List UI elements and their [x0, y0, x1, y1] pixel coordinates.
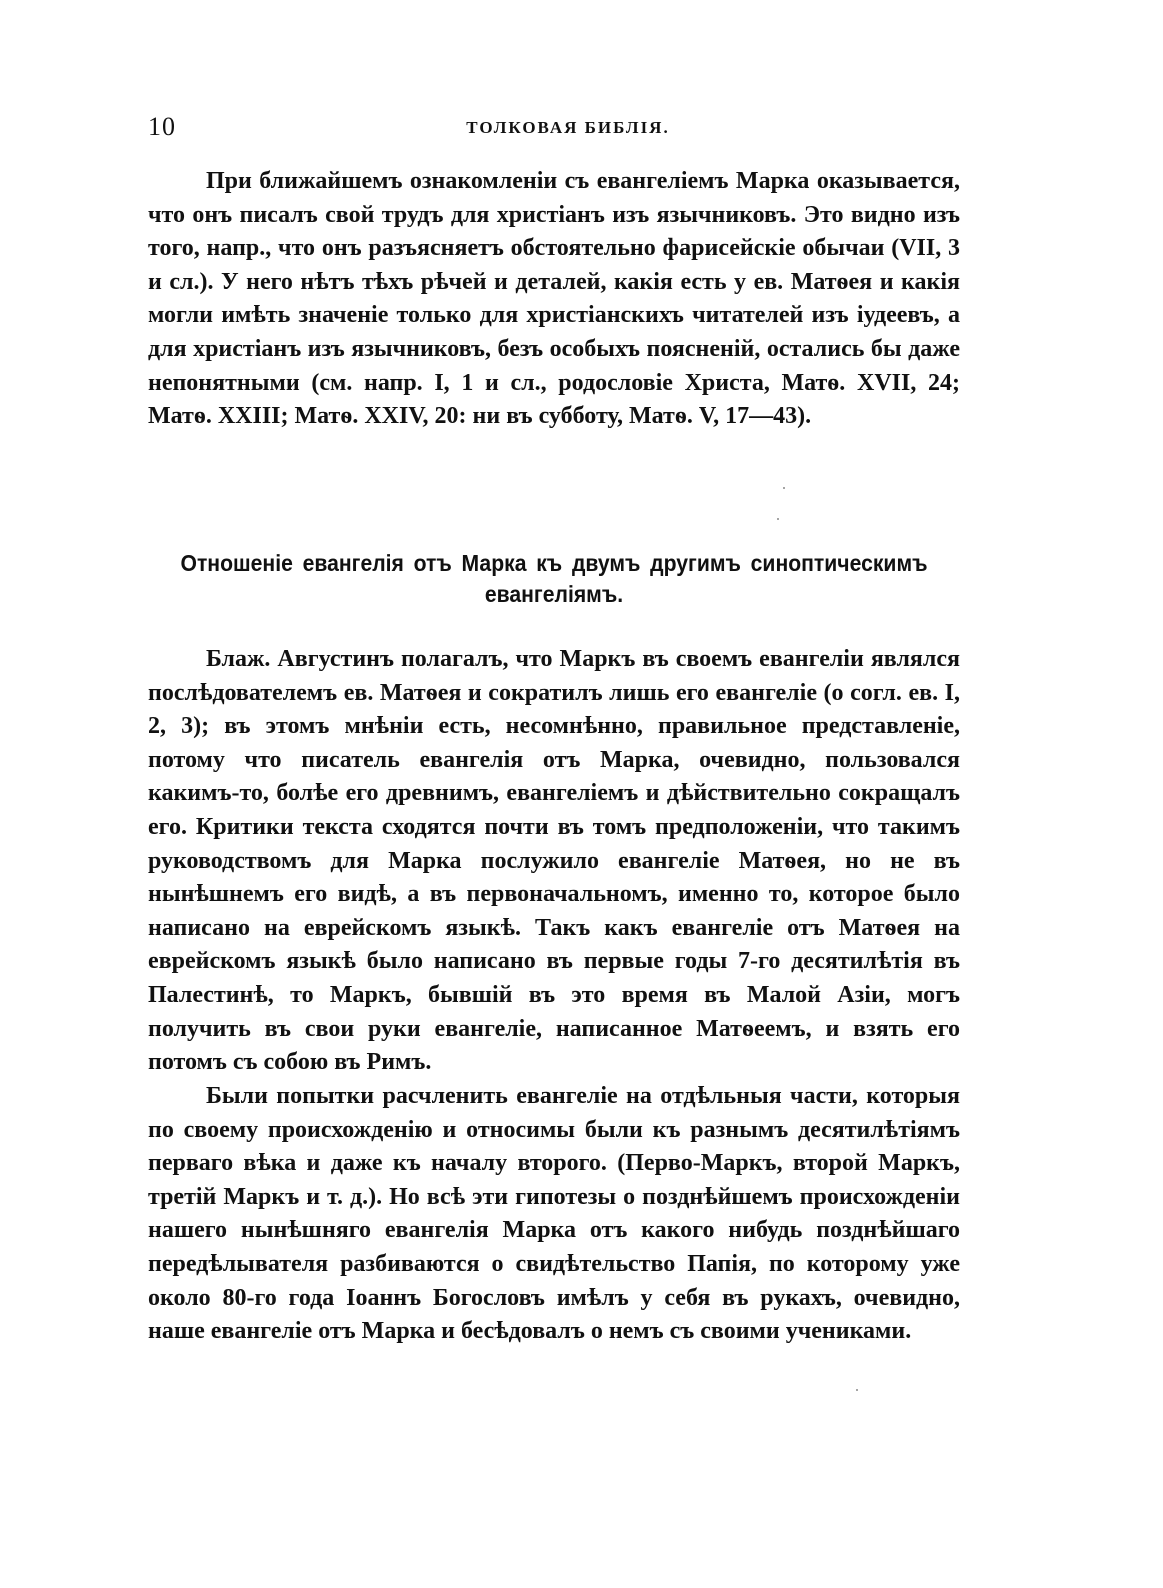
body-paragraph-2-text: Были попытки расчленить евангеліе на отдѣльныя части, которыя по своему происхожденію и относимы были къ разнымъ десятилѣтіямъ перваго вѣка и даже къ началу второго. (Перво-Маркъ, второй Маркъ, третій Маркъ и т. д.). Но всѣ эти гипотезы о позднѣйшемъ происхожденіи нашего нынѣшняго евангелія Марка отъ какого нибудь позднѣйшаго передѣлывателя разбиваются о свидѣтельство Папія, по которому уже около 80-го года Іоаннъ Богословъ имѣлъ у себя въ рукахъ, очевидно, наше евангеліе отъ Марка и бесѣдовалъ о немъ съ своими учениками.: [148, 1083, 960, 1345]
running-title: ТОЛКОВАЯ БИБЛІЯ.: [466, 118, 670, 137]
section-heading-line1: Отношеніе евангелія отъ Марка къ двумъ другимъ синоптическимъ: [180, 550, 928, 576]
print-speck: [777, 518, 779, 520]
intro-paragraph-text: При ближайшемъ ознакомленіи съ евангеліемъ Марка оказывается, что онъ писалъ свой трудъ для христіанъ изъ язычниковъ. Это видно изъ того, напр., что онъ разъясняетъ обстоятельно фарисейскіе обычаи (VII, 3 и сл.). У него нѣтъ тѣхъ рѣчей и деталей, какія есть у ев. Матѳея и какія могли имѣть значеніе только для христіанскихъ читателей изъ іудеевъ, а для христіанъ изъ язычниковъ, безъ особыхъ поясненій, остались бы даже непонятными (см. напр. I, 1 и сл., родословіе Христа, Матѳ. XVII, 24; Матѳ. XXIII; Матѳ. XXIV, 20: ни въ субботу, Матѳ. V, 17—43).: [148, 168, 960, 430]
page-header: [148, 112, 958, 152]
page-number: 10: [148, 112, 176, 141]
body-paragraph-2: [148, 1080, 960, 1349]
intro-paragraph: [148, 165, 960, 434]
section-heading: [180, 548, 927, 610]
print-speck: [783, 487, 785, 489]
body-paragraph-1: [148, 643, 960, 1080]
section-heading-line2: евангеліямъ.: [484, 581, 624, 607]
print-speck: [856, 1389, 858, 1391]
body-paragraph-1-text: Блаж. Августинъ полагалъ, что Маркъ въ своемъ евангеліи являлся послѣдователемъ ев. Матѳея и сократилъ лишь его евангеліе (о согл. ев. I, 2, 3); въ этомъ мнѣніи есть, несомнѣнно, правильное представленіе, потому что писатель евангелія отъ Марка, очевидно, пользовался какимъ-то, болѣе его древнимъ, евангеліемъ и дѣйствительно сокращалъ его. Критики текста сходятся почти въ томъ предположеніи, что такимъ руководствомъ для Марка послужило евангеліе Матѳея, но не въ нынѣшнемъ его видѣ, а въ первоначальномъ, именно то, которое было написано на еврейскомъ языкѣ. Такъ какъ евангеліе отъ Матѳея на еврейскомъ языкѣ было написано въ первые годы 7-го десятилѣтія въ Палестинѣ, то Маркъ, бывшій въ это время въ Малой Азіи, могъ получить въ свои руки евангеліе, написанное Матѳеемъ, и взять его потомъ съ собою въ Римъ.: [148, 646, 960, 1076]
